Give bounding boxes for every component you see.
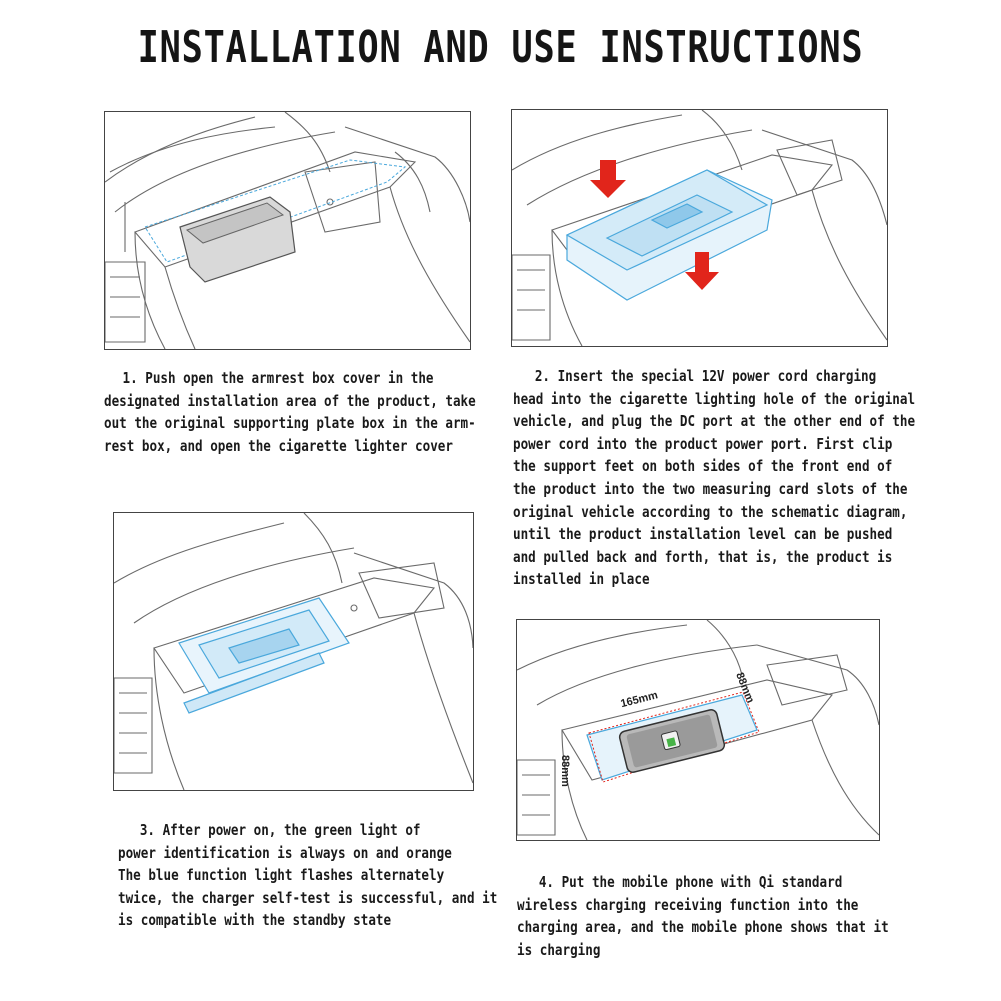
insert-charger-illustration xyxy=(512,110,887,346)
phone-charging-illustration xyxy=(517,620,879,840)
step-1-line: designated installation area of the product, take xyxy=(104,391,476,410)
step-4-line: charging area, and the mobile phone shows that it xyxy=(517,918,889,937)
step-2-line: vehicle, and plug the DC port at the other end of the xyxy=(513,412,916,431)
step-2-line: and pulled back and forth, that is, the product is xyxy=(513,547,893,566)
step-2-illustration xyxy=(511,109,888,347)
step-4-illustration xyxy=(516,619,880,841)
step-3-illustration xyxy=(113,512,474,791)
length-label: 165mm xyxy=(619,689,660,711)
step-2-line: 2. Insert the special 12V power cord charging xyxy=(534,367,877,385)
step-2-line: the product into the two measuring card slots of the xyxy=(513,479,908,498)
page-title: INSTALLATION AND USE INSTRUCTIONS xyxy=(137,22,864,73)
step-1-text xyxy=(104,367,476,457)
step-2-line: original vehicle according to the schematic diagram, xyxy=(513,502,908,521)
step-3-line: twice, the charger self-test is successful, and it xyxy=(118,888,498,907)
step-2-line: the support feet on both sides of the front end of xyxy=(513,457,893,476)
step-3-line: power identification is always on and orange xyxy=(118,843,452,862)
armrest-box-open-illustration xyxy=(105,112,470,349)
step-4-text xyxy=(517,871,889,961)
step-2-line: installed in place xyxy=(513,570,650,589)
step-2-line: until the product installation level can be pushed xyxy=(513,525,893,544)
step-3-line: is compatible with the standby state xyxy=(118,911,392,930)
step-4-line: 4. Put the mobile phone with Qi standard xyxy=(538,873,843,891)
step-4-line: is charging xyxy=(517,940,601,959)
step-1-line: out the original supporting plate box in the arm- xyxy=(104,414,476,433)
step-3-line: The blue function light flashes alternately xyxy=(118,866,445,885)
step-1-line: 1. Push open the armrest box cover in the xyxy=(122,369,434,387)
width-label-left: 88mm xyxy=(559,755,571,787)
width-label-right: 88mm xyxy=(733,670,757,705)
step-3-text xyxy=(118,819,497,932)
step-4-line: wireless charging receiving function into the xyxy=(517,895,859,914)
step-1-illustration xyxy=(104,111,471,350)
step-2-line: power cord into the product power port. First clip xyxy=(513,434,893,453)
step-3-line: 3. After power on, the green light of xyxy=(139,821,421,839)
step-1-line: rest box, and open the cigarette lighter cover xyxy=(104,436,453,455)
charger-installed-illustration xyxy=(114,513,473,790)
step-2-text xyxy=(513,365,915,591)
step-2-line: head into the cigarette lighting hole of the original xyxy=(513,389,916,408)
